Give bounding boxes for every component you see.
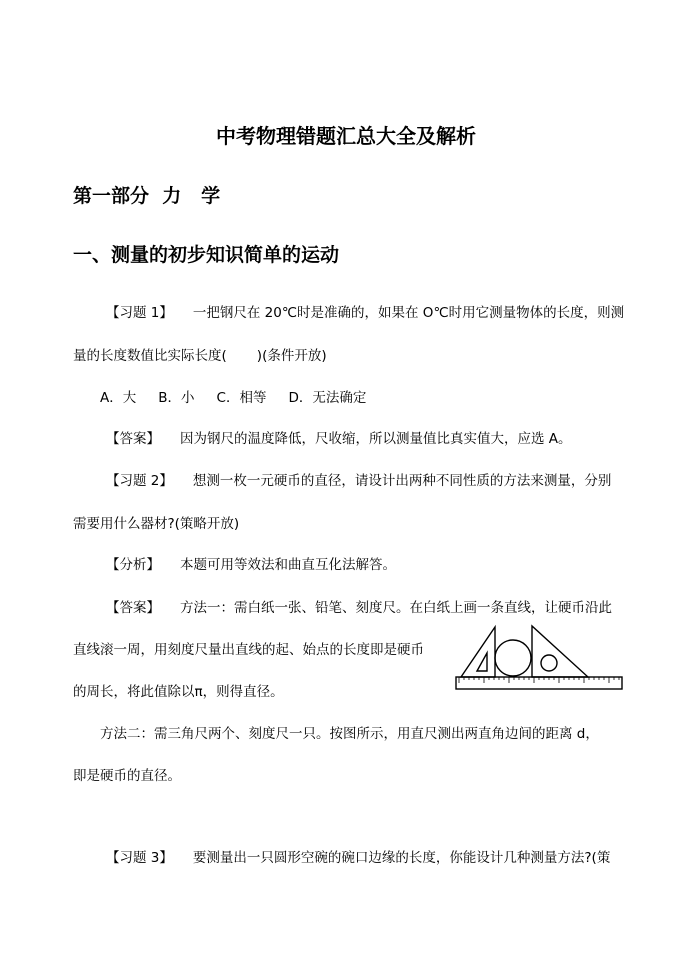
q3-label: 【习题 3】 xyxy=(106,850,173,866)
option-c: C．相等 xyxy=(216,390,267,406)
right-set-square-hole xyxy=(541,655,557,671)
q1-answer-text: 因为钢尺的温度降低，尺收缩，所以测量值比真实值大，应选 A。 xyxy=(180,431,572,447)
q2-method2-text-1: 方法二：需三角尺两个、刻度尺一只。按图所示，用直尺测出两直角边间的距离 d， xyxy=(100,726,599,742)
right-set-square xyxy=(532,626,588,677)
option-b: B．小 xyxy=(158,390,195,406)
q2-method2-text-2: 即是硬币的直径。 xyxy=(73,768,181,784)
q2-analysis-text: 本题可用等效法和曲直互化法解答。 xyxy=(180,557,396,573)
left-set-square-hole xyxy=(477,653,487,671)
q2-analysis xyxy=(106,553,396,573)
q2-text-1: 想测一枚一元硬币的直径，请设计出两种不同性质的方法来测量，分别 xyxy=(192,473,612,489)
q1-text-1: 一把钢尺在 20℃时是准确的，如果在 O℃时用它测量物体的长度，则测 xyxy=(192,305,625,321)
q1-label: 【习题 1】 xyxy=(106,305,173,321)
document-title: 中考物理错题汇总大全及解析 xyxy=(216,124,476,148)
part-heading: 第一部分 力 学 xyxy=(73,185,221,207)
q2-line1 xyxy=(106,469,611,489)
section-heading: 一、测量的初步知识简单的运动 xyxy=(73,244,340,266)
coin xyxy=(495,640,531,676)
q3-line1 xyxy=(106,846,610,866)
option-d: D．无法确定 xyxy=(288,390,367,406)
q1-options xyxy=(100,386,366,406)
q2-text-2: 需要用什么器材?(策略开放) xyxy=(73,516,240,532)
q1-line1 xyxy=(106,301,624,321)
q2-analysis-label: 【分析】 xyxy=(106,557,160,573)
q2-answer-label: 【答案】 xyxy=(106,600,160,616)
q2-answer-text-1: 方法一：需白纸一张、铅笔、刻度尺。在白纸上画一条直线，让硬币沿此 xyxy=(180,600,612,616)
q2-answer-text-3: 的周长，将此值除以π，则得直径。 xyxy=(73,684,284,700)
coin-measurement-figure xyxy=(455,623,625,697)
q1-answer xyxy=(106,427,572,447)
q1-text-2: 量的长度数值比实际长度( )(条件开放) xyxy=(73,348,327,364)
q1-answer-label: 【答案】 xyxy=(106,431,160,447)
q3-text-1: 要测量出一只圆形空碗的碗口边缘的长度，你能设计几种测量方法?(策 xyxy=(192,850,611,866)
option-a: A．大 xyxy=(100,390,137,406)
q2-answer xyxy=(106,596,612,616)
q2-answer-text-2: 直线滚一周，用刻度尺量出直线的起、始点的长度即是硬币 xyxy=(73,642,424,658)
q2-label: 【习题 2】 xyxy=(106,473,173,489)
